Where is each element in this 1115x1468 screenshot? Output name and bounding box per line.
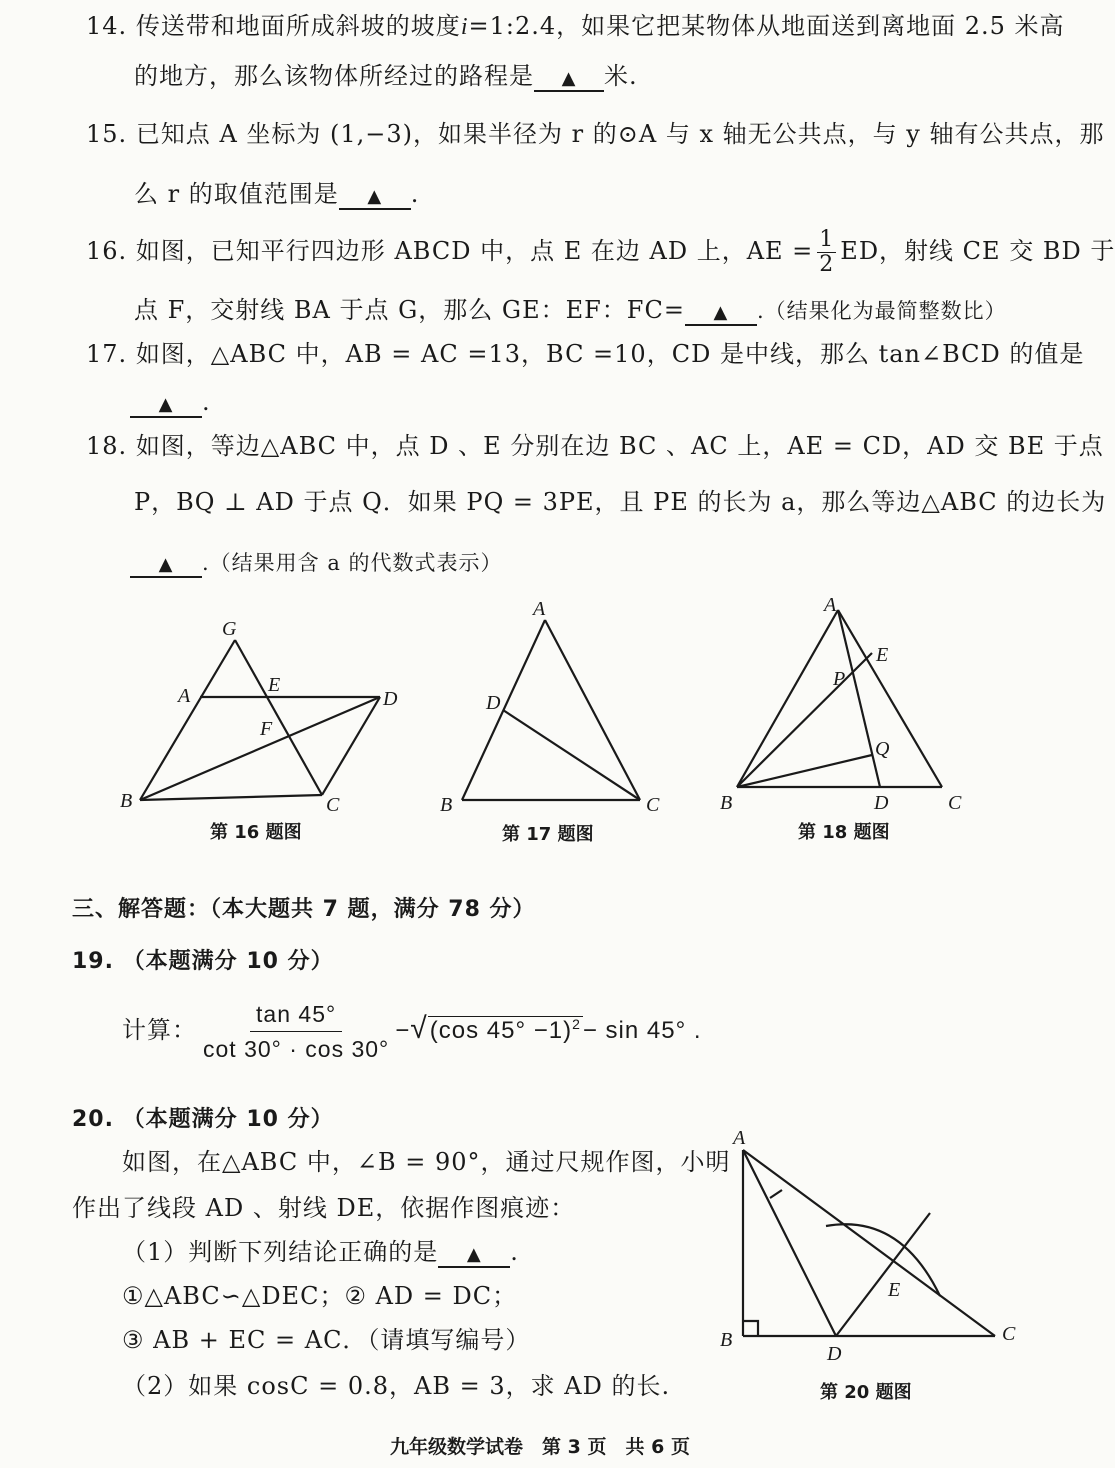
- q19-fraction-top: tan 45°: [250, 997, 342, 1032]
- q18-text: 如图，等边△ABC 中，点 D 、E 分别在边 BC 、AC 上，AE = CD，AD 交 BE 于点: [135, 432, 1104, 460]
- q15-text: 已知点 A 坐标为 (1,−3)，如果半径为 r 的⊙A 与 x 轴无公共点，与 y 轴有公共点，那: [135, 120, 1105, 148]
- q18-line1: [86, 430, 1104, 462]
- q16-note: .（结果化为最简整数比）: [756, 299, 1007, 323]
- line-GC: [235, 640, 322, 795]
- q17-text: 如图，△ABC 中，AB = AC =13，BC =10，CD 是中线，那么 tan∠BCD 的值是: [135, 340, 1085, 368]
- q19-header: [72, 946, 334, 978]
- q19-formula: [122, 988, 702, 1067]
- label-A: A: [824, 594, 837, 616]
- label-D: D: [874, 792, 889, 814]
- caption-fig18: 第 18 题图: [798, 822, 890, 843]
- q15-end: .: [410, 180, 420, 208]
- figure-17: [440, 598, 660, 816]
- q20-header: [72, 1104, 334, 1136]
- q14-ratio: =1:2.4: [468, 12, 557, 40]
- answer-blank[interactable]: ▲: [438, 1244, 510, 1268]
- q15-text-2: 么 r 的取值范围是: [134, 180, 339, 208]
- label-B: B: [720, 792, 733, 814]
- q16-line2: [134, 294, 1007, 327]
- q19-sqrt-body: [428, 1016, 583, 1044]
- q16-text-b: ED，射线 CE 交 BD 于: [840, 237, 1115, 265]
- q17-number: 17.: [86, 340, 128, 368]
- q14-ratio-var: i: [460, 14, 469, 40]
- caption-fig16: 第 16 题图: [210, 822, 302, 843]
- q16-line1: [86, 228, 1115, 277]
- label-D: D: [827, 1343, 842, 1365]
- q19-fraction-bottom: cot 30° · cos 30°: [203, 1036, 390, 1062]
- label-D: D: [383, 688, 398, 710]
- answer-blank[interactable]: ▲: [685, 302, 757, 326]
- q19-sqrt-exponent: 2: [572, 1016, 581, 1032]
- q20-number: 20.: [72, 1107, 114, 1132]
- line-BQ: [737, 755, 872, 787]
- q14-text-b: ，如果它把某物体从地面送到离地面 2.5 米高: [556, 12, 1065, 40]
- caption-fig20: 第 20 题图: [820, 1382, 912, 1403]
- fraction: [817, 228, 836, 277]
- answer-blank[interactable]: ▲: [130, 554, 202, 578]
- caption-fig17: 第 17 题图: [502, 824, 594, 845]
- label-F: F: [260, 718, 273, 740]
- label-B: B: [440, 794, 453, 816]
- label-A: A: [733, 1127, 746, 1149]
- answer-blank[interactable]: ▲: [130, 394, 202, 418]
- q16-text-2: 点 F，交射线 BA 于点 G，那么 GE：EF：FC=: [134, 296, 685, 324]
- line-BD: [140, 697, 380, 800]
- q19-number: 19.: [72, 949, 114, 974]
- page-footer: 九年级数学试卷 第 3 页 共 6 页: [390, 1436, 690, 1458]
- label-C: C: [646, 794, 660, 816]
- fraction-numerator: 1: [819, 227, 835, 252]
- fraction-denominator: 2: [819, 252, 835, 277]
- label-G: G: [222, 618, 237, 640]
- q14-number: 14.: [86, 12, 128, 40]
- label-A: A: [533, 598, 546, 620]
- q20-line6: （2）如果 cosC = 0.8，AB = 3，求 AD 的长.: [122, 1372, 671, 1400]
- sqrt-sign: √: [410, 1012, 428, 1045]
- line-AC: [743, 1150, 995, 1336]
- line-DC: [322, 697, 380, 795]
- q19-sqrt-expression: (cos 45° −1): [429, 1017, 573, 1044]
- figure-16: [120, 618, 398, 816]
- q18-number: 18.: [86, 432, 128, 460]
- arc-trace: [826, 1224, 940, 1296]
- line-AD: [743, 1150, 836, 1336]
- q15-line2: [134, 178, 419, 210]
- q17-end: .: [202, 388, 211, 416]
- line-CD: [503, 710, 640, 800]
- figure-20: [700, 1118, 1020, 1408]
- q18-text-2: P，BQ ⊥ AD 于点 Q．如果 PQ = 3PE，且 PE 的长为 a，那么等边△ABC 的边长为: [134, 488, 1107, 516]
- right-angle-mark: [743, 1321, 758, 1336]
- q14-unit: 米.: [604, 62, 638, 90]
- q17-line1: [86, 338, 1084, 370]
- figure-18: [720, 594, 962, 814]
- q19-calc-label: 计算：: [122, 1016, 197, 1044]
- q19-fraction: [203, 997, 389, 1066]
- line-AB: [737, 610, 838, 787]
- q14-text-2: 的地方，那么该物体所经过的路程是: [134, 62, 534, 90]
- label-C: C: [326, 794, 340, 816]
- label-C: C: [948, 792, 962, 814]
- label-Q: Q: [875, 738, 890, 760]
- q20-line1: 如图，在△ABC 中，∠B = 90°，通过尺规作图，小明: [122, 1148, 731, 1176]
- line-BG: [140, 640, 235, 800]
- figures-row: [0, 595, 1080, 855]
- q14-line1: [86, 10, 1065, 43]
- q19-tail: − sin 45° .: [582, 1017, 702, 1044]
- label-C: C: [1002, 1323, 1016, 1345]
- q16-text-a: 如图，已知平行四边形 ABCD 中，点 E 在边 AD 上，AE =: [135, 237, 814, 265]
- q18-line3: [130, 546, 503, 579]
- q20-part1-end: .: [510, 1238, 519, 1266]
- label-E: E: [268, 674, 281, 696]
- q15-number: 15.: [86, 120, 128, 148]
- label-B: B: [120, 790, 133, 812]
- q20-score: （本题满分 10 分）: [122, 1107, 334, 1132]
- q20-line4: ①△ABC∽△DEC；② AD = DC；: [122, 1282, 518, 1310]
- label-E: E: [888, 1279, 901, 1301]
- tick-mark: [770, 1190, 782, 1198]
- q15-line1: [86, 118, 1104, 150]
- label-P: P: [833, 668, 846, 690]
- line-AC: [545, 620, 640, 800]
- q20-line5: ③ AB + EC = AC．（请填写编号）: [122, 1326, 531, 1354]
- q19-minus: −: [395, 1017, 411, 1044]
- q18-line2: [134, 486, 1106, 518]
- answer-blank[interactable]: ▲: [339, 186, 411, 210]
- line-BE: [737, 653, 872, 787]
- line-BC: [140, 795, 322, 800]
- label-B: B: [720, 1329, 733, 1351]
- q17-line2: [130, 386, 211, 418]
- q20-line2: 作出了线段 AD 、射线 DE，依据作图痕迹：: [72, 1194, 576, 1222]
- label-D: D: [486, 692, 501, 714]
- answer-blank[interactable]: ▲: [534, 68, 604, 92]
- q14-line2: [134, 60, 638, 92]
- section-3-title: 三、解答题：（本大题共 7 题，满分 78 分）: [72, 897, 536, 922]
- q20-part1-text: （1）判断下列结论正确的是: [122, 1238, 439, 1266]
- label-E: E: [876, 644, 889, 666]
- label-A: A: [178, 685, 191, 707]
- q20-line3: [122, 1236, 519, 1268]
- q16-number: 16.: [86, 237, 128, 265]
- q19-score: （本题满分 10 分）: [122, 949, 334, 974]
- q14-text: 传送带和地面所成斜坡的坡度: [135, 12, 461, 40]
- q18-note: .（结果用含 a 的代数式表示）: [202, 551, 503, 575]
